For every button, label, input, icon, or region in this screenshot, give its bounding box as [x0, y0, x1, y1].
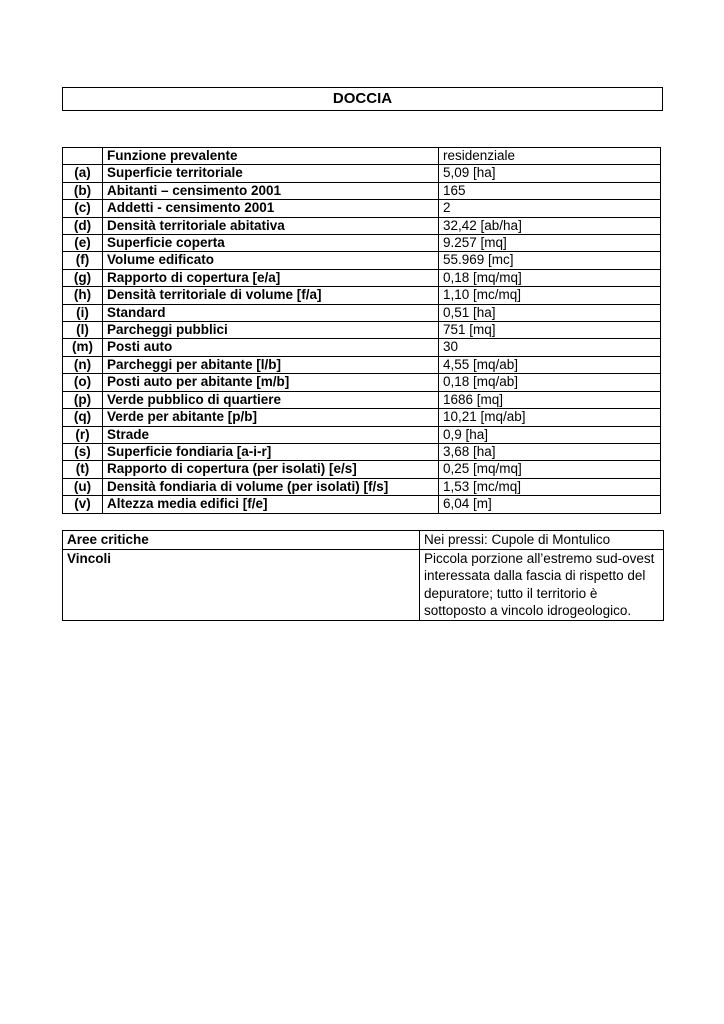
row-value: 0,25 [mq/mq]: [439, 461, 661, 478]
row-value: 165: [439, 182, 661, 199]
row-label: Addetti - censimento 2001: [103, 200, 439, 217]
notes-row-constraints: [63, 549, 664, 620]
row-label: Rapporto di copertura [e/a]: [103, 269, 439, 286]
row-label: Densità territoriale di volume [f/a]: [103, 287, 439, 304]
row-value: 5,09 [ha]: [439, 165, 661, 182]
row-value: 4,55 [mq/ab]: [439, 356, 661, 373]
table-row: [63, 322, 661, 339]
table-row: [63, 252, 661, 269]
row-value: 1686 [mq]: [439, 391, 661, 408]
notes-label: Vincoli: [63, 549, 420, 620]
table-row: [63, 182, 661, 199]
row-value: 55.969 [mc]: [439, 252, 661, 269]
row-label: Posti auto per abitante [m/b]: [103, 374, 439, 391]
row-value: 0,18 [mq/ab]: [439, 374, 661, 391]
row-code: (t): [63, 461, 103, 478]
table-row: [63, 478, 661, 495]
row-label: Superficie territoriale: [103, 165, 439, 182]
row-value: 751 [mq]: [439, 322, 661, 339]
row-code: (l): [63, 322, 103, 339]
row-label: Abitanti – censimento 2001: [103, 182, 439, 199]
notes-row-critical-areas: [63, 531, 664, 550]
table-row: [63, 391, 661, 408]
row-value: 32,42 [ab/ha]: [439, 217, 661, 234]
row-value: 6,04 [m]: [439, 496, 661, 513]
row-value: 3,68 [ha]: [439, 443, 661, 460]
row-value: 30: [439, 339, 661, 356]
table-row: [63, 304, 661, 321]
row-code: (u): [63, 478, 103, 495]
row-value: 1,10 [mc/mq]: [439, 287, 661, 304]
row-label: Densità fondiaria di volume (per isolati) [f/s]: [103, 478, 439, 495]
row-code: (h): [63, 287, 103, 304]
row-code: (m): [63, 339, 103, 356]
row-code: (b): [63, 182, 103, 199]
row-code: (p): [63, 391, 103, 408]
table-row: [63, 235, 661, 252]
table-row: [63, 339, 661, 356]
row-label: Volume edificato: [103, 252, 439, 269]
row-code: (e): [63, 235, 103, 252]
row-value: residenziale: [439, 148, 661, 165]
row-label: Parcheggi pubblici: [103, 322, 439, 339]
row-code: (o): [63, 374, 103, 391]
row-value: 0,9 [ha]: [439, 426, 661, 443]
row-code: (i): [63, 304, 103, 321]
notes-value: Piccola porzione all’estremo sud-ovest interessata dalla fascia di rispetto del depuratore; tutto il territorio è sottoposto a vincolo idrogeologico.: [420, 549, 664, 620]
document-title: DOCCIA: [62, 87, 663, 111]
row-value: 10,21 [mq/ab]: [439, 409, 661, 426]
row-label: Verde per abitante [p/b]: [103, 409, 439, 426]
table-row: [63, 496, 661, 513]
row-code: (f): [63, 252, 103, 269]
row-value: 0,18 [mq/mq]: [439, 269, 661, 286]
table-row: [63, 461, 661, 478]
row-code: (c): [63, 200, 103, 217]
row-code: (d): [63, 217, 103, 234]
row-code: (v): [63, 496, 103, 513]
row-value: 1,53 [mc/mq]: [439, 478, 661, 495]
notes-label: Aree critiche: [63, 531, 420, 550]
table-row: [63, 426, 661, 443]
row-label: Parcheggi per abitante [l/b]: [103, 356, 439, 373]
row-label: Strade: [103, 426, 439, 443]
row-code: (q): [63, 409, 103, 426]
table-row: [63, 409, 661, 426]
row-label: Altezza media edifici [f/e]: [103, 496, 439, 513]
row-code: (n): [63, 356, 103, 373]
row-label: Posti auto: [103, 339, 439, 356]
notes-value: Nei pressi: Cupole di Montulico: [420, 531, 664, 550]
row-value: 9.257 [mq]: [439, 235, 661, 252]
table-row: [63, 269, 661, 286]
table-row: [63, 287, 661, 304]
table-row: [63, 443, 661, 460]
row-label: Densità territoriale abitativa: [103, 217, 439, 234]
indicators-table: [62, 147, 661, 514]
table-row: [63, 356, 661, 373]
row-value: 0,51 [ha]: [439, 304, 661, 321]
row-label: Superficie coperta: [103, 235, 439, 252]
row-code: (a): [63, 165, 103, 182]
row-value: 2: [439, 200, 661, 217]
table-row: [63, 200, 661, 217]
row-code: [63, 148, 103, 165]
row-label: Standard: [103, 304, 439, 321]
row-code: (s): [63, 443, 103, 460]
table-row: [63, 148, 661, 165]
row-code: (g): [63, 269, 103, 286]
table-row: [63, 374, 661, 391]
row-label: Funzione prevalente: [103, 148, 439, 165]
row-label: Superficie fondiaria [a-i-r]: [103, 443, 439, 460]
table-row: [63, 217, 661, 234]
table-row: [63, 165, 661, 182]
row-label: Rapporto di copertura (per isolati) [e/s]: [103, 461, 439, 478]
row-label: Verde pubblico di quartiere: [103, 391, 439, 408]
row-code: (r): [63, 426, 103, 443]
notes-table: [62, 530, 664, 621]
